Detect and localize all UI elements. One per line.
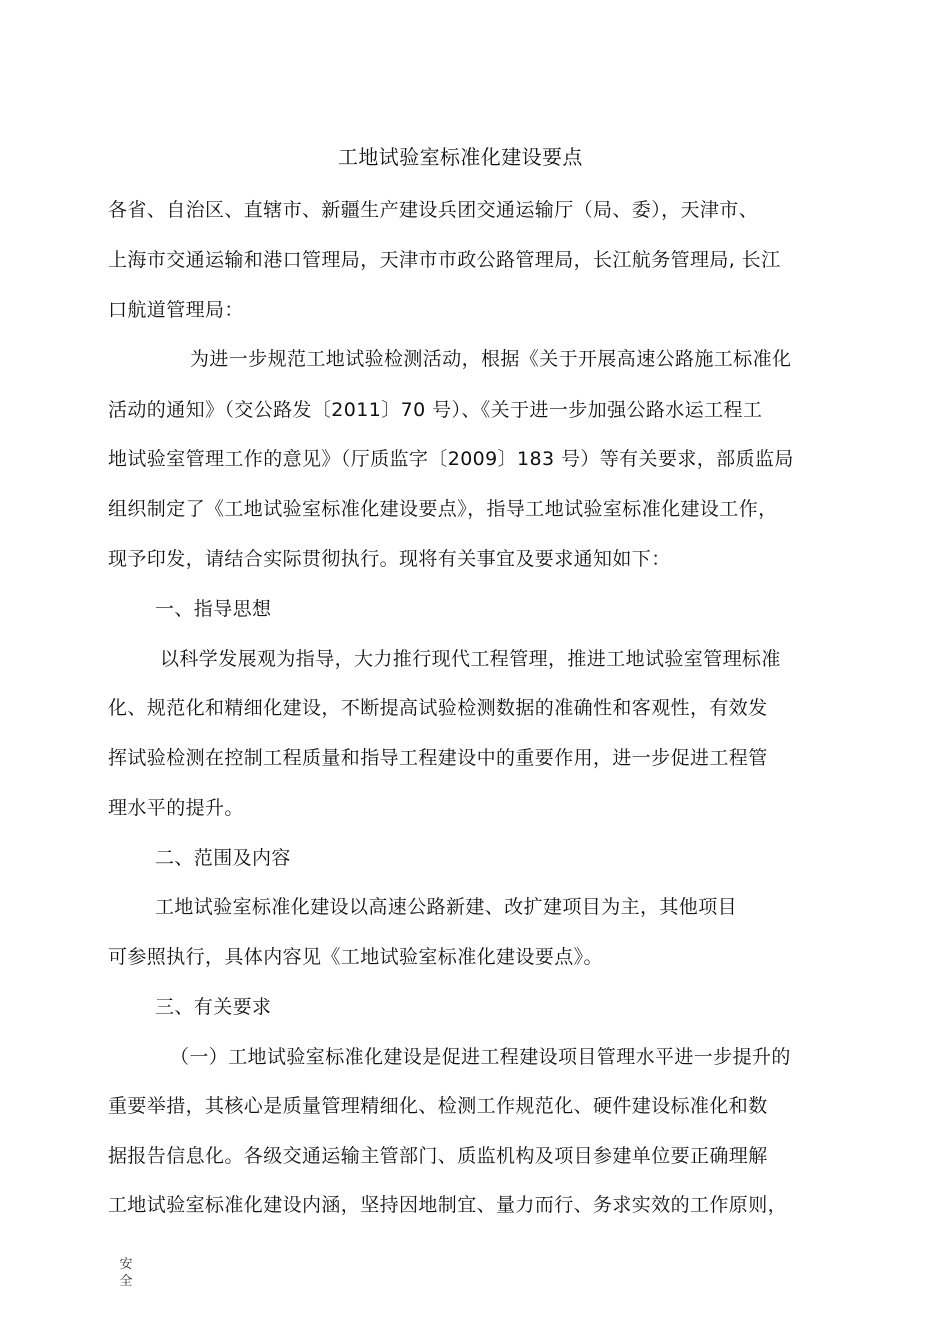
footer-char-1: 安 [119, 1257, 133, 1272]
section-1-line-2: 化、规范化和精细化建设，不断提高试验检测数据的准确性和客观性，有效发 [108, 697, 768, 719]
addressee-line-1: 各省、自治区、直辖市、新疆生产建设兵团交通运输厅（局、委），天津市、 [108, 199, 759, 221]
intro-line-4: 组织制定了《工地试验室标准化建设要点》，指导工地试验室标准化建设工作， [108, 498, 778, 520]
section-2-line-1: 工地试验室标准化建设以高速公路新建、改扩建项目为主，其他项目 [155, 896, 738, 918]
intro-line-3: 地试验室管理工作的意见》（厅质监字〔2009〕183 号）等有关要求，部质监局 [108, 448, 794, 470]
section-2-heading: 二、范围及内容 [155, 847, 291, 869]
document-title: 工地试验室标准化建设要点 [338, 145, 583, 169]
footer-char-2: 全 [119, 1274, 133, 1289]
section-2-line-2: 可参照执行，具体内容见《工地试验室标准化建设要点》。 [108, 946, 603, 968]
addressee-line-2: 上海市交通运输和港口管理局，天津市市政公路管理局，长江航务管理局, 长江 [108, 249, 781, 271]
section-1-line-3: 挥试验检测在控制工程质量和指导工程建设中的重要作用，进一步促进工程管 [108, 747, 768, 769]
addressee-line-3: 口航道管理局： [108, 299, 244, 321]
footer-mark [118, 1256, 134, 1290]
intro-line-1: 为进一步规范工地试验检测活动，根据《关于开展高速公路施工标准化 [190, 348, 792, 370]
intro-line-2: 活动的通知》（交公路发〔2011〕70 号）、《关于进一步加强公路水运工程工 [108, 399, 763, 421]
section-3-line-3: 据报告信息化。各级交通运输主管部门、质监机构及项目参建单位要正确理解 [108, 1145, 768, 1167]
section-1-line-4: 理水平的提升。 [108, 797, 244, 819]
section-3-line-4: 工地试验室标准化建设内涵，坚持因地制宜、量力而行、务求实效的工作原则， [108, 1194, 788, 1216]
section-3-line-1: （一）工地试验室标准化建设是促进工程建设项目管理水平进一步提升的 [170, 1046, 791, 1068]
intro-line-5: 现予印发，请结合实际贯彻执行。现将有关事宜及要求通知如下： [108, 548, 671, 570]
section-3-heading: 三、有关要求 [155, 996, 272, 1018]
section-1-heading: 一、指导思想 [155, 598, 272, 620]
section-3-line-2: 重要举措，其核心是质量管理精细化、检测工作规范化、硬件建设标准化和数 [108, 1095, 768, 1117]
section-1-line-1: 以科学发展观为指导，大力推行现代工程管理，推进工地试验室管理标准 [160, 648, 781, 670]
